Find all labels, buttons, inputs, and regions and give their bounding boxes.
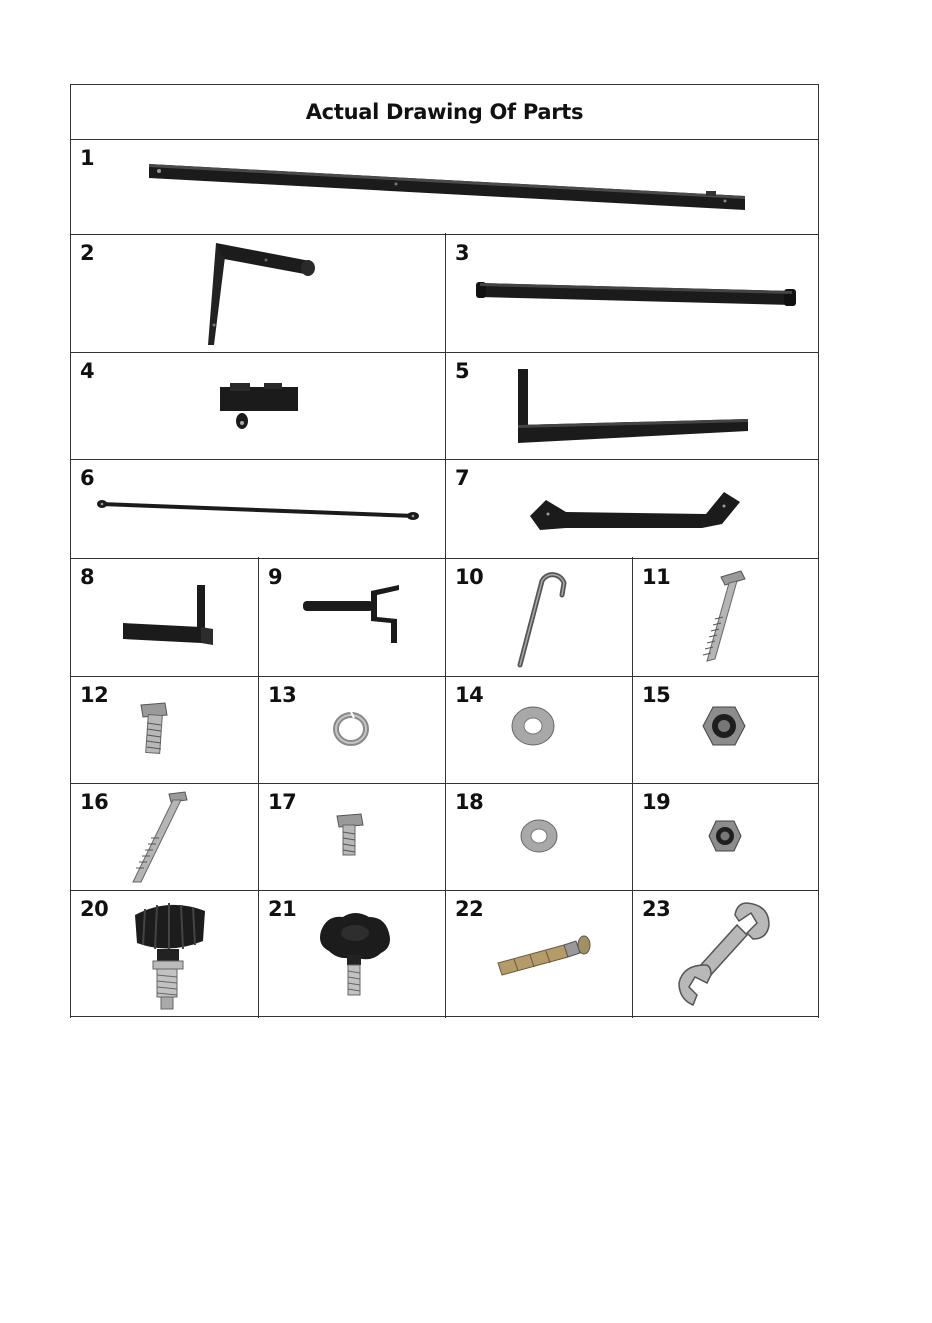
wrench-icon: [675, 899, 775, 1009]
expansion-anchor-icon: [494, 933, 594, 989]
round-tube-icon: [474, 279, 799, 309]
part-number: 6: [80, 466, 95, 490]
long-bolt-icon: [685, 569, 765, 669]
part-cell: [632, 675, 817, 783]
flat-l-plate-icon: [121, 583, 221, 653]
part-cell: [71, 138, 817, 234]
parts-row-1: [70, 138, 819, 235]
long-square-tube-icon: [141, 158, 751, 218]
l-bracket-icon: [196, 241, 326, 351]
flat-rod-icon: [93, 494, 423, 524]
flat-washer-icon: [508, 703, 558, 749]
lock-nut-icon: [707, 818, 743, 854]
l-frame-icon: [512, 367, 752, 449]
part-number: 1: [80, 146, 95, 170]
part-cell: [71, 675, 258, 783]
part-number: 19: [642, 790, 671, 814]
part-number: 14: [455, 683, 484, 707]
part-cell: [445, 458, 817, 558]
part-cell: [632, 889, 817, 1018]
large-knob-icon: [127, 897, 211, 1015]
part-cell: [445, 782, 632, 890]
part-number: 15: [642, 683, 671, 707]
spring-washer-icon: [331, 709, 371, 749]
part-number: 21: [268, 897, 297, 921]
parts-row-5: [70, 557, 819, 677]
part-cell: [71, 351, 445, 459]
part-number: 13: [268, 683, 297, 707]
part-cell: [445, 351, 817, 459]
part-number: 20: [80, 897, 109, 921]
part-number: 2: [80, 241, 95, 265]
part-cell: [258, 675, 445, 783]
part-number: 4: [80, 359, 95, 383]
part-number: 5: [455, 359, 470, 383]
title-row: [70, 84, 819, 140]
part-cell: [71, 458, 445, 558]
part-cell: [445, 557, 632, 676]
table-title: Actual Drawing Of Parts: [305, 100, 584, 124]
table-bottom-border: [70, 1016, 819, 1017]
parts-row-3: [70, 351, 819, 460]
part-number: 7: [455, 466, 470, 490]
long-bolt-icon: [121, 790, 191, 886]
part-number: 17: [268, 790, 297, 814]
lock-nut-icon: [701, 703, 747, 749]
parts-table: [70, 84, 819, 1018]
part-cell: [258, 782, 445, 890]
parts-row-2: [70, 233, 819, 353]
part-cell: [71, 557, 258, 676]
part-cell: [632, 782, 817, 890]
parts-row-6: [70, 675, 819, 784]
part-number: 23: [642, 897, 671, 921]
part-cell: [445, 675, 632, 783]
part-number: 12: [80, 683, 109, 707]
part-number: 9: [268, 565, 283, 589]
peg-bracket-icon: [299, 581, 409, 651]
part-cell: [71, 782, 258, 890]
part-number: 16: [80, 790, 109, 814]
j-hook-icon: [506, 565, 576, 669]
parts-row-7: [70, 782, 819, 891]
angled-brace-icon: [526, 484, 746, 539]
part-cell: [258, 557, 445, 676]
part-cell: [71, 889, 258, 1018]
part-number: 18: [455, 790, 484, 814]
part-number: 11: [642, 565, 671, 589]
star-knob-icon: [315, 907, 395, 1003]
part-cell: [632, 557, 817, 676]
part-number: 22: [455, 897, 484, 921]
part-cell: [258, 889, 445, 1018]
parts-row-4: [70, 458, 819, 559]
short-bolt-icon: [333, 812, 367, 858]
part-cell: [445, 889, 632, 1018]
part-number: 8: [80, 565, 95, 589]
clamp-block-icon: [216, 381, 306, 436]
short-bolt-icon: [135, 701, 175, 757]
part-number: 3: [455, 241, 470, 265]
part-cell: [445, 233, 817, 352]
part-cell: [71, 233, 445, 352]
parts-row-8: [70, 889, 819, 1018]
part-number: 10: [455, 565, 484, 589]
flat-washer-icon: [518, 816, 560, 856]
